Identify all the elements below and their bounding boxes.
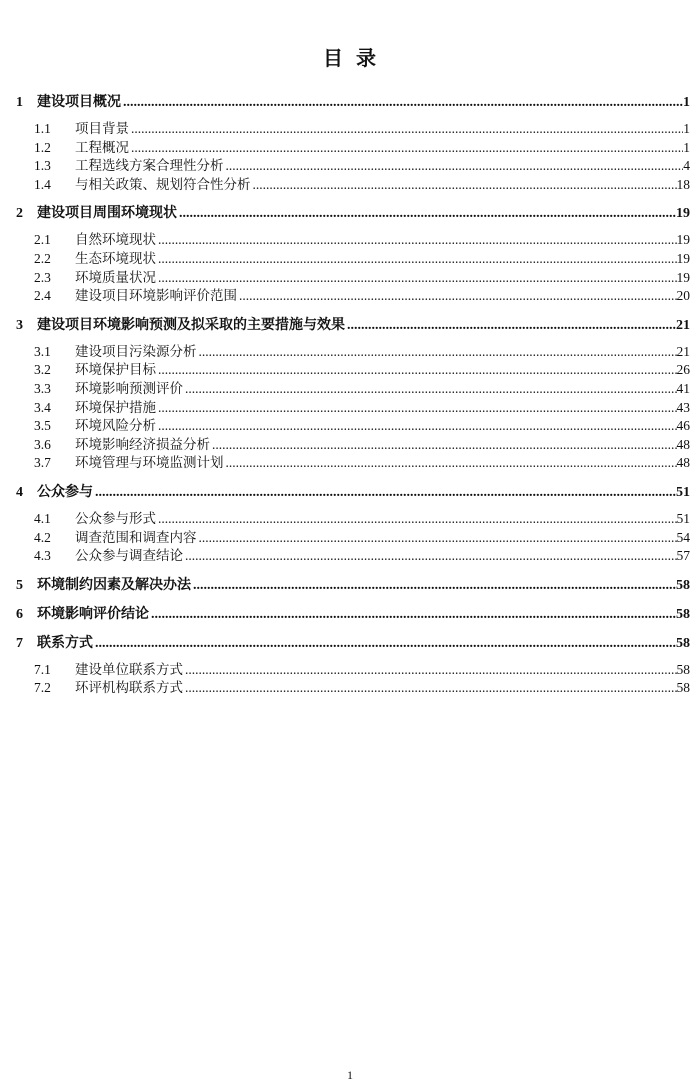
toc-entry-page: 19 <box>676 232 690 248</box>
toc-entry-number: 2.4 <box>34 288 51 304</box>
toc-entry-title: 环境保护措施 <box>75 399 156 415</box>
toc-entry-title: 环境管理与环境监测计划 <box>75 455 224 471</box>
toc-entry <box>16 361 690 380</box>
toc-entry <box>16 204 690 223</box>
toc-entry-title: 环境影响评价结论 <box>37 606 149 622</box>
toc-entry-title: 调查范围和调查内容 <box>75 529 197 545</box>
toc-entry <box>16 343 690 362</box>
toc-entry-title: 公众参与形式 <box>75 510 156 526</box>
toc-entry-page: 58 <box>676 577 690 593</box>
toc-entry <box>16 417 690 436</box>
toc-entry <box>16 661 690 680</box>
toc-entry-number: 3.3 <box>34 380 51 396</box>
dot-leader <box>199 529 677 548</box>
toc-entry-number: 2.1 <box>34 232 51 248</box>
toc-entry <box>16 316 690 335</box>
toc-entry-title: 工程概况 <box>75 139 129 155</box>
dot-leader <box>158 399 677 418</box>
toc-entry-page: 21 <box>676 343 690 359</box>
toc-entry-page: 51 <box>676 510 690 526</box>
dot-leader <box>193 576 676 595</box>
toc-entry-page: 58 <box>676 606 690 622</box>
toc-entry-title: 环境风险分析 <box>75 418 156 434</box>
dot-leader <box>131 120 683 139</box>
toc-entry <box>16 380 690 399</box>
toc-entry-title: 环境质量状况 <box>75 269 156 285</box>
toc-entry-number: 3 <box>16 317 23 333</box>
toc-entry-number: 7.2 <box>34 680 51 696</box>
toc-entry-title: 联系方式 <box>37 635 93 651</box>
toc-entry-page: 4 <box>683 158 690 174</box>
dot-leader <box>123 93 683 112</box>
toc-entry-title: 建设项目污染源分析 <box>75 343 197 359</box>
toc-entry <box>16 139 690 158</box>
toc-entry <box>16 231 690 250</box>
toc-entry-number: 2 <box>16 206 23 222</box>
toc-entry <box>16 120 690 139</box>
dot-leader <box>158 231 677 250</box>
toc-entry-page: 51 <box>676 484 690 500</box>
dot-leader <box>158 417 677 436</box>
toc-entry-page: 43 <box>676 399 690 415</box>
toc-entry-page: 58 <box>676 680 690 696</box>
dot-leader <box>185 380 677 399</box>
dot-leader <box>151 605 676 624</box>
toc-entry <box>16 287 690 306</box>
toc-entry-number: 3.5 <box>34 418 51 434</box>
toc-entry-page: 19 <box>676 206 690 222</box>
toc-entry-number: 1.1 <box>34 121 51 136</box>
dot-leader <box>199 343 677 362</box>
toc-entry-number: 4.2 <box>34 529 51 545</box>
toc-entry-page: 58 <box>676 661 690 677</box>
toc-entry-number: 1.4 <box>34 176 51 192</box>
toc-entry-title: 环境制约因素及解决办法 <box>37 577 191 593</box>
toc-list <box>16 72 690 698</box>
toc-entry-number: 1.3 <box>34 158 51 174</box>
toc-entry-page: 18 <box>676 176 690 192</box>
toc-entry-title: 与相关政策、规划符合性分析 <box>75 176 251 192</box>
dot-leader <box>185 547 677 566</box>
dot-leader <box>185 679 677 698</box>
toc-entry-page: 20 <box>676 288 690 304</box>
toc-entry-title: 建设项目环境影响评价范围 <box>75 288 237 304</box>
toc-entry <box>16 93 690 112</box>
toc-entry-page: 1 <box>683 95 690 110</box>
toc-entry <box>16 605 690 624</box>
footer-page-number: 1 <box>347 1068 353 1082</box>
toc-entry <box>16 510 690 529</box>
toc-entry-page: 46 <box>676 418 690 434</box>
toc-entry-page: 1 <box>683 121 690 136</box>
toc-entry <box>16 547 690 566</box>
toc-entry-number: 1 <box>16 95 23 110</box>
toc-entry-page: 26 <box>676 362 690 378</box>
dot-leader <box>185 661 677 680</box>
dot-leader <box>158 361 677 380</box>
toc-entry-number: 3.7 <box>34 455 51 471</box>
toc-entry-title: 环境影响经济损益分析 <box>75 436 210 452</box>
toc-entry <box>16 483 690 502</box>
toc-entry-page: 1 <box>683 139 690 155</box>
toc-entry-title: 自然环境现状 <box>75 232 156 248</box>
dot-leader <box>253 176 677 195</box>
toc-entry-number: 3.6 <box>34 436 51 452</box>
toc-entry <box>16 436 690 455</box>
dot-leader <box>158 269 677 288</box>
dot-leader <box>95 483 676 502</box>
toc-entry-number: 4.3 <box>34 548 51 564</box>
toc-entry-number: 7.1 <box>34 661 51 677</box>
toc-entry <box>16 269 690 288</box>
toc-entry-title: 公众参与 <box>37 484 93 500</box>
toc-entry-page: 21 <box>676 317 690 333</box>
toc-entry-title: 生态环境现状 <box>75 250 156 266</box>
toc-entry-number: 6 <box>16 606 23 622</box>
toc-entry <box>16 454 690 473</box>
toc-entry-page: 57 <box>676 548 690 564</box>
toc-entry-page: 58 <box>676 635 690 651</box>
toc-entry-title: 公众参与调查结论 <box>75 548 183 564</box>
toc-entry <box>16 399 690 418</box>
toc-entry-number: 3.1 <box>34 343 51 359</box>
toc-entry <box>16 679 690 698</box>
toc-entry-number: 5 <box>16 577 23 593</box>
toc-entry-number: 7 <box>16 635 23 651</box>
page-title: 目 录 <box>323 48 377 70</box>
toc-entry-title: 环评机构联系方式 <box>75 680 183 696</box>
toc-entry-title: 建设项目环境影响预测及拟采取的主要措施与效果 <box>37 317 345 333</box>
dot-leader <box>95 634 676 653</box>
dot-leader <box>131 139 683 158</box>
toc-entry-title: 环境保护目标 <box>75 362 156 378</box>
dot-leader <box>212 436 677 455</box>
dot-leader <box>347 316 676 335</box>
toc-entry-number: 3.2 <box>34 362 51 378</box>
dot-leader <box>158 250 677 269</box>
dot-leader <box>179 204 676 223</box>
toc-entry <box>16 157 690 176</box>
dot-leader <box>226 454 677 473</box>
toc-entry-title: 工程选线方案合理性分析 <box>75 158 224 174</box>
toc-entry-page: 41 <box>676 380 690 396</box>
toc-entry-number: 4.1 <box>34 510 51 526</box>
toc-entry-title: 建设项目概况 <box>37 95 121 110</box>
toc-entry-number: 2.2 <box>34 250 51 266</box>
dot-leader <box>226 157 684 176</box>
toc-entry <box>16 576 690 595</box>
dot-leader <box>158 510 677 529</box>
toc-entry-page: 19 <box>676 250 690 266</box>
dot-leader <box>239 287 677 306</box>
toc-entry <box>16 250 690 269</box>
toc-entry-page: 48 <box>676 436 690 452</box>
toc-entry-title: 建设项目周围环境现状 <box>37 206 177 222</box>
toc-entry-page: 19 <box>676 269 690 285</box>
toc-entry-number: 4 <box>16 484 23 500</box>
toc-entry <box>16 529 690 548</box>
toc-entry-title: 环境影响预测评价 <box>75 380 183 396</box>
toc-entry-number: 1.2 <box>34 139 51 155</box>
toc-entry-page: 48 <box>676 455 690 471</box>
toc-entry <box>16 176 690 195</box>
toc-entry-number: 2.3 <box>34 269 51 285</box>
toc-entry-title: 项目背景 <box>75 121 129 136</box>
toc-entry <box>16 634 690 653</box>
toc-entry-title: 建设单位联系方式 <box>75 661 183 677</box>
toc-entry-number: 3.4 <box>34 399 51 415</box>
toc-entry-page: 54 <box>676 529 690 545</box>
